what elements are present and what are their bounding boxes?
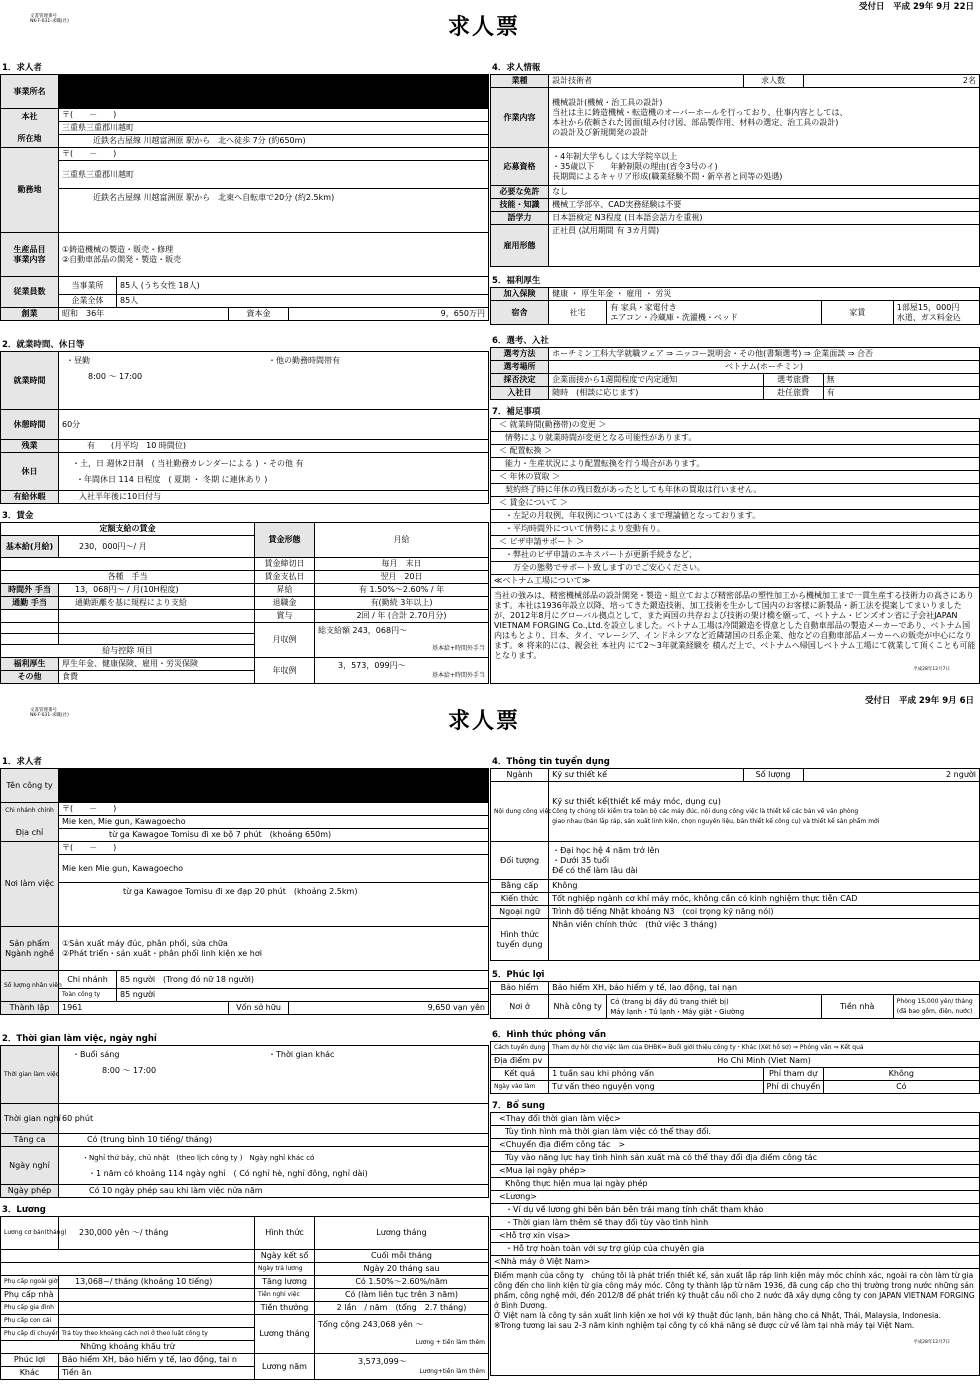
note-2: Tùy vào năng lực hay tình hình sản xuất mà có thể thay đổi địa điểm công tác <box>491 1152 980 1165</box>
hours-day: ・Buổi sáng <box>72 1050 120 1059</box>
hours-table <box>0 351 489 504</box>
company-name-label: 事業所名 <box>1 75 59 109</box>
section-notes-title: 7．Bổ sung <box>492 1101 545 1111</box>
welfare-table <box>490 981 980 1019</box>
selection-travel: 無 <box>823 374 979 387</box>
skill: Tốt nghiệp ngành cơ khí máy móc, không cần có kinh nghiệm thực tiễn CAD <box>549 893 980 906</box>
holidays-1: ・土，日 週休2日制 ( 当社勤務カレンダーによる ) ・その他 有 <box>72 458 304 468</box>
welfare-label: 福利厚生 <box>1 658 59 671</box>
work-address: 三重県三重郡川越町 <box>59 161 489 189</box>
raise: 有 1.50%～2.60% / 年 <box>315 584 489 597</box>
hq-label: 本社 所在地 <box>1 109 59 148</box>
annual-example-cell <box>315 1354 489 1380</box>
relocation-travel: 有 <box>823 387 979 400</box>
monthly-example-label: 月収例 <box>255 623 315 658</box>
family-allowance-label: Phụ cấp gia đình <box>1 1302 59 1315</box>
employer-table <box>0 74 489 321</box>
base-salary-label: 基本給(月給) <box>1 536 59 558</box>
job-count-label: Số lượng <box>743 769 803 782</box>
section-welfare-title: 5．福利厚生 <box>492 276 541 286</box>
section-selection-title: 6．選考、入社 <box>492 336 549 346</box>
task-2: Công ty chúng tôi kiểm tra toàn bộ các máy đúc, nội dung công việc là thiết kế các bản vẽ văn phòng <box>552 807 859 815</box>
housing-allowance-label: Phụ cấp nhà <box>1 1289 59 1302</box>
founded: 昭和 36年 <box>59 308 229 321</box>
note-2-heading: <Chuyển địa điểm công tác > <box>491 1139 980 1152</box>
annual-example: 3,573,099～ <box>358 1356 407 1366</box>
note-5b: 万全の態勢でサポート致しますのでご安心ください。 <box>491 562 980 575</box>
section-welfare-title: 5．Phúc lợi <box>492 970 545 980</box>
document-number: 文書管理番号 NK-F-031-求職(社) <box>30 708 69 718</box>
license-label: Bằng cấp <box>491 880 549 893</box>
skill-label: Kiến thức <box>491 893 549 906</box>
overtime-label: 残業 <box>1 440 59 453</box>
insurance: 健康 ・ 厚生年金 ・ 雇用 ・ 労災 <box>549 288 980 301</box>
decision-label: Kết quả <box>491 1068 549 1081</box>
work-access: 近鉄名古屋線 川越富洲原 駅から 北東へ自転車で20分 (約2.5km) <box>59 189 489 233</box>
dorm-desc: 有 家具・家電付き エアコン・冷蔵庫・洗濯機・ベッド <box>607 301 821 325</box>
note-6: 当社の強みは、精密機械部品の設計開発・製造・組立ておよび精密部品の塑性加工から機械加工まで一貫生産する技術力の高さにあります。本社は1936年設立以降、培ってきた鍛造技術、加工技術を生かして国内のお客様に新製品・新工法を提案してまいりましたが、2012年8月にグローバル拠点として、また両国の共存および技術の架け橋を願って、ベトナム・ビンズオン省に子会社JAPAN VIETNAM FORGING Co.,Ltd.を設立しました。ベトナム工場は冷間鍛造を得意とした自動車部品の製造メーカーであり、ベトナム国内はもとより、日本、タイ、マレーシア、インドネシアなど近隣諸国の日系企業、他などの自動車部品メーカーへの販売が中心になります。※ 将来的には、親会社 本社内 にて2～3年就業経験を 積んだ上で、ベトナムへ帰国しベトナム工場にて就業して頂くことも可能となります。 <box>491 588 980 684</box>
right-column <box>490 62 980 684</box>
employer-table <box>0 768 489 1015</box>
paid-leave: 入社半年後に10日付与 <box>59 491 489 504</box>
task-1: Kỹ sư thiết kế(thiết kế máy móc, dụng cụ) <box>552 796 721 806</box>
annual-example: 3，573，099円～ <box>338 660 406 670</box>
base-salary-label: Lương cơ bản(tháng) <box>1 1217 59 1250</box>
selection-travel-label: 選考旅費 <box>763 374 823 387</box>
footer-date: 平成28年12月7日 <box>913 667 950 672</box>
insurance: Bảo hiểm XH, bảo hiểm y tế, lao động, tai nạn <box>549 982 980 995</box>
monthly-example-label: Lương tháng <box>255 1315 315 1354</box>
hours-time: 8:00 ～ 17:00 <box>102 1066 157 1075</box>
pay-type-label: Hình thức <box>255 1217 315 1250</box>
hours-cell <box>59 352 489 410</box>
other: Tiền ăn <box>59 1367 255 1380</box>
language-label: 語学力 <box>491 212 549 225</box>
rent: 1部屋15，000円 水道、ガス料金込 <box>893 301 979 325</box>
employment-type: Nhân viên chính thức (thử việc 3 tháng) <box>549 919 980 961</box>
welfare: Bảo hiểm XH, bảo hiểm y tế, lao động, tai n <box>59 1354 255 1367</box>
employees-site: 85人 (うち女性 18人) <box>117 277 489 295</box>
holidays-2: ・1 năm có khoảng 114 ngày nghỉ ( Có nghỉ hè, nghỉ đông, nghỉ dài) <box>88 1168 368 1178</box>
job-type: 設計技術者 <box>549 75 743 88</box>
employees-label: 従業員数 <box>1 277 59 308</box>
pay-type: Lương tháng <box>315 1217 489 1250</box>
overtime-label: Tăng ca <box>1 1134 59 1147</box>
section-hours-title: 2．就業時間、休日等 <box>2 340 85 350</box>
qualification-label: 応募資格 <box>491 148 549 186</box>
cutoff: Cuối mỗi tháng <box>315 1250 489 1263</box>
note-4b: ・Thời gian làm thêm sẽ thay đổi tùy vào tình hình <box>491 1217 980 1230</box>
hq-zip: 〒( － ) <box>59 109 489 122</box>
holidays-cell <box>59 453 489 491</box>
products-text: ①Sản xuất máy đúc, phân phối, sửa chữa ②Phát triển・sản xuất・phân phối linh kiện xe hơi <box>59 927 489 971</box>
rent-label: 家賃 <box>821 301 893 325</box>
note-6-heading: <Nhà máy ở Việt Nam> <box>491 1256 980 1269</box>
products-label: Sản phẩm Ngành nghề <box>1 927 59 971</box>
notes-table <box>490 1112 980 1376</box>
section-selection-title: 6．Hình thức phỏng vấn <box>492 1030 607 1040</box>
overtime-allowance-label: Phụ cấp ngoài giờ <box>1 1276 59 1289</box>
work-location-label: Nơi làm việc <box>1 842 59 927</box>
skill: 機械工学部卒、CAD実務経験は不要 <box>549 199 980 212</box>
job-type: Kỹ sư thiết kế <box>549 769 743 782</box>
place: ベトナム(ホーチミン) <box>549 361 980 374</box>
welfare-label: Phúc lợi <box>1 1354 59 1367</box>
work-location-label: 勤務地 <box>1 148 59 233</box>
capital: 9,650 vạn yên <box>289 1002 489 1015</box>
retirement: Có (làm liên tục trên 3 năm) <box>315 1289 489 1302</box>
task: 機械設計(機械・治工具の設計) 当社は主に鋳造機械・転造機のオーバーホールを行っており、仕事内容としては、 本社から依頼された図面(組み付け図、部品製作用、材料の選定、治工具の設計) の設計及び新規開発の設計 <box>549 88 980 148</box>
join-date: Tư vấn theo nguyện vọng <box>549 1081 763 1094</box>
job-count: 2名 <box>803 75 979 88</box>
license: Không <box>549 880 980 893</box>
holidays-1: ・Nghỉ thứ bảy, chủ nhật (theo lịch công ty ) Ngày nghỉ khác có <box>82 1153 315 1162</box>
employment-type-label: 雇用形態 <box>491 225 549 267</box>
selection-table <box>490 347 980 400</box>
skill-label: 技能・知識 <box>491 199 549 212</box>
language-label: Ngoại ngữ <box>491 906 549 919</box>
job-type-label: Ngành <box>491 769 549 782</box>
hq-access: từ ga Kawagoe Tomisu đi xe bộ 7 phút (khoảng 650m) <box>59 829 489 842</box>
dorm-desc: Có (trang bị đầy đủ trang thiết bị) Máy lạnh・Tủ lạnh・Máy giặt・Giường <box>607 995 821 1019</box>
hq-access: 近鉄名古屋線 川越富洲原 駅から 北へ徒歩 7分 (約650m) <box>59 135 489 148</box>
holidays-label: 休日 <box>1 453 59 491</box>
holidays-2: ・年間休日 114 日程度 ( 夏期 ・ 冬期 に連休あり ) <box>76 474 268 484</box>
employees-all-label: Toàn công ty <box>59 989 117 1002</box>
wage-table <box>0 1216 489 1380</box>
retirement: 有(勤続 3年以上) <box>315 597 489 610</box>
dorm-type: 社宅 <box>549 301 607 325</box>
relocation-travel-label: 赴任旅費 <box>763 387 823 400</box>
method-label: Cách tuyển dụng <box>491 1042 549 1055</box>
note-6: Điểm mạnh của công ty chúng tôi là phát triển thiết kế, sản xuất lắp ráp linh kiện máy móc chính xác, ngoài ra còn làm từ gia công đến cho linh kiện từ gia công máy móc. Công ty thành lập từ năm 1936, đã cung cấp cho thị trường trong nước những sản phẩm, công nghệ mới, đến 2012/8 để phát triển kỹ thuật cầu nối cho 2 nước đã xây dựng công ty con JAPAN VIETNAM FORGING ở Bình Dương. Ở Việt nam là công ty sản xuất linh kiện xe hơi với kỹ thuật đúc lạnh, bán hàng cho cả Nhật, Thái, Malaysia, Indonesia. ※Trong tương lai sau 2-3 năm kinh nghiệm tại công ty có khả năng sẽ được cử về làm tại nhà máy tại Việt Nam. <box>491 1269 980 1376</box>
wage-table <box>0 522 489 684</box>
join-date-label: 入社日 <box>491 387 549 400</box>
hours-cell <box>59 1046 489 1104</box>
bonus: 2 lần / năm (tổng 2.7 tháng) <box>315 1302 489 1315</box>
employment-type: 正社員 (試用期間 有 3カ月間) <box>549 225 980 267</box>
deductions-label: 給与控除 項目 <box>1 645 255 658</box>
hours-other: ・他の勤務時間帯有 <box>268 356 340 365</box>
capital: 9，650万円 <box>289 308 489 321</box>
insurance-label: 加入保険 <box>491 288 549 301</box>
place: Ho Chi Minh (Viet Nam) <box>549 1055 980 1068</box>
paid-leave-label: 有給休暇 <box>1 491 59 504</box>
paid-leave: Có 10 ngày phép sau khi làm việc nửa năm <box>59 1185 489 1198</box>
work-zip: 〒( － ) <box>59 148 489 161</box>
language: Trình độ tiếng Nhật khoảng N3 (coi trọng kỹ năng nói) <box>549 906 980 919</box>
other-label: その他 <box>1 671 59 684</box>
hq-zip: 〒( － ) <box>59 803 489 816</box>
break: 60分 <box>59 410 489 440</box>
section-notes-title: 7．補足事項 <box>492 407 541 417</box>
monthly-example-cell <box>315 623 489 658</box>
job-table <box>490 768 980 961</box>
founded: 1961 <box>59 1002 229 1015</box>
note-1-heading: <Thay đổi thời gian làm việc> <box>491 1113 980 1126</box>
note-1: Tùy tình hình mà thời gian làm việc có thể thay đổi. <box>491 1126 980 1139</box>
overtime: 有 (月平均 10 時間位) <box>59 440 489 453</box>
commute-allowance: Trả tùy theo khoảng cách nơi ở theo luật công ty <box>59 1328 255 1341</box>
hours-label: 就業時間 <box>1 352 59 410</box>
payday: Ngày 20 tháng sau <box>315 1263 489 1276</box>
monthly-example-note: Lương + tiền làm thêm <box>415 1339 485 1346</box>
place-label: Địa điểm pv <box>491 1055 549 1068</box>
products-text: ①鋳造機械の製造・販売・修理 ②自動車部品の開発・製造・販売 <box>59 233 489 277</box>
insurance-label: Bảo hiểm <box>491 982 549 995</box>
note-2-heading: ＜ 配置転換 ＞ <box>491 445 980 458</box>
work-access: từ ga Kawagoe Tomisu đi xe đạp 20 phút (khoảng 2.5km) <box>59 883 489 927</box>
decision-label: 採否決定 <box>491 374 549 387</box>
bonus-label: 賞与 <box>255 610 315 623</box>
company-name-redacted <box>59 75 489 109</box>
commute-allowance: 通勤距離を基に規程により支給 <box>59 597 255 610</box>
fixed-wage-label: 定額支給の賃金 <box>1 523 255 536</box>
commute-allowance-label: 通勤 手当 <box>1 597 59 610</box>
payday: 翌月 20日 <box>315 571 489 584</box>
annual-example-note: Lương+tiền làm thêm <box>419 1367 485 1375</box>
holidays-label: Ngày nghỉ <box>1 1147 59 1185</box>
section-employer-title: 1．求人者 <box>2 757 42 767</box>
notes-table <box>490 418 980 684</box>
raise-label: Tăng lương <box>255 1276 315 1289</box>
task-cell <box>549 782 980 842</box>
raise: Có 1.50%～2.60%/năm <box>315 1276 489 1289</box>
hours-day: ・昼勤 <box>66 356 90 365</box>
capital-label: 資本金 <box>229 308 289 321</box>
monthly-example-note: 基本給+時間外手当 <box>431 645 485 652</box>
relocation-travel-label: Phí di chuyển <box>763 1081 823 1094</box>
cutoff: 毎月 末日 <box>315 558 489 571</box>
overtime: Có (trung bình 10 tiếng/ tháng) <box>59 1134 489 1147</box>
annual-example-note: 基本給+時間外手当 <box>431 671 485 679</box>
method: Tham dự hội chợ việc làm của ĐHBK⇒ Buổi giới thiệu công ty・Khác (Xét hồ sơ) ⇒ Phỏng vấn ⇒ Kết quả <box>549 1042 980 1055</box>
license-label: 必要な免許 <box>491 186 549 199</box>
other-label: Khác <box>1 1367 59 1380</box>
employment-type-label: Hình thức tuyển dụng <box>491 919 549 961</box>
section-hours-title: 2．Thời gian làm việc, ngày nghỉ <box>2 1034 157 1044</box>
note-5a: ・弊社のビザ申請のエキスパートが更新手続きなど、 <box>491 549 980 562</box>
employees-site-label: Chi nhánh <box>59 971 117 989</box>
annual-example-cell <box>315 658 489 684</box>
job-count-label: 求人数 <box>743 75 803 88</box>
license: なし <box>549 186 980 199</box>
section-job-title: 4．Thông tin tuyển dụng <box>492 757 610 767</box>
base-salary: 230，000円～/ 月 <box>59 536 255 558</box>
monthly-example-cell <box>315 1315 489 1354</box>
selection-table <box>490 1041 980 1094</box>
note-5-heading: ＜ ビザ申請サポート ＞ <box>491 536 980 549</box>
welfare-table <box>490 287 980 325</box>
note-4a: ・Ví dụ về lương ghi bên bản bên trái mang tính chất tham khảo <box>491 1204 980 1217</box>
dorm-label: 宿舎 <box>491 301 549 325</box>
break-label: Thời gian nghỉ <box>1 1104 59 1134</box>
note-6-heading: ≪ベトナム工場について≫ <box>491 575 980 588</box>
method: ホーチミン工科大学就職フェア ⇒ ニッコー説明会・その他(書類選考) ⇒ 企業面談 ⇒ 合否 <box>549 348 980 361</box>
payday-label: 賃金支払日 <box>255 571 315 584</box>
qualification-label: Đối tượng <box>491 842 549 880</box>
capital-label: Vốn sở hữu <box>229 1002 289 1015</box>
rent-label: Tiền nhà <box>821 995 893 1019</box>
employees-all: 85 người <box>117 989 489 1002</box>
holidays-cell <box>59 1147 489 1185</box>
retirement-label: Tiền nghỉ việc <box>255 1289 315 1302</box>
monthly-example: Tổng cộng 243,068 yên ～ <box>318 1320 424 1329</box>
employees-all-label: 企業全体 <box>59 295 117 308</box>
section-employer-title: 1．求人者 <box>2 63 42 73</box>
hours-label: Thời gian làm việc <box>1 1046 59 1104</box>
paid-leave-label: Ngày phép <box>1 1185 59 1198</box>
welfare: 厚生年金、健康保険、雇用・労災保険 <box>59 658 255 671</box>
raise-label: 昇給 <box>255 584 315 597</box>
commute-allowance-label: Phụ cấp đi chuyển <box>1 1328 59 1341</box>
place-label: 選考場所 <box>491 361 549 374</box>
note-3-heading: <Mua lại ngày phép> <box>491 1165 980 1178</box>
employees-site: 85 người (Trong đó nữ 18 người) <box>117 971 489 989</box>
break-label: 休憩時間 <box>1 410 59 440</box>
join-date: 随時 (相談に応じます) <box>549 387 763 400</box>
allowances-label: 各種 手当 <box>1 571 255 584</box>
note-3-heading: ＜ 年休の買取 ＞ <box>491 471 980 484</box>
note-2: 能力・生産状況により配置転換を行う場合があります。 <box>491 458 980 471</box>
hours-time: 8:00 ～ 17:00 <box>88 372 143 381</box>
task-label: 作業内容 <box>491 88 549 148</box>
note-3: Không thực hiện mua lại ngày phép <box>491 1178 980 1191</box>
selection-travel-label: Phí tham dự <box>763 1068 823 1081</box>
reception-date: 受付日 平成 29年 9月 22日 <box>859 2 974 12</box>
bonus: 2回 / 年 (合計 2.70月分) <box>315 610 489 623</box>
note-4-heading: ＜ 賃金について ＞ <box>491 497 980 510</box>
hours-other: ・Thời gian khác <box>268 1050 335 1059</box>
cutoff-label: 賃金締切日 <box>255 558 315 571</box>
note-1: 情勢により就業時間が変更となる可能性があります。 <box>491 432 980 445</box>
job-count: 2 người <box>803 769 979 782</box>
founded-label: Thành lập <box>1 1002 59 1015</box>
rent: Phòng 15,000 yên/ tháng (đã bao gồm, điện, nước) <box>893 995 979 1019</box>
section-wage-title: 3．賃金 <box>2 511 34 521</box>
job-table <box>490 74 980 267</box>
overtime-allowance: 13，068円～ / 月(10H程度) <box>59 584 255 597</box>
payday-label: Ngày trả lương <box>255 1263 315 1276</box>
base-salary: 230,000 yên ～/ tháng <box>59 1217 255 1250</box>
decision: 1 tuần sau khi phỏng vấn <box>549 1068 763 1081</box>
job-type-label: 業種 <box>491 75 549 88</box>
products-label: 生産品目 事業内容 <box>1 233 59 277</box>
retirement-label: 退職金 <box>255 597 315 610</box>
selection-travel: Không <box>823 1068 979 1081</box>
hours-table <box>0 1045 489 1198</box>
founded-label: 創業 <box>1 308 59 321</box>
page-title: 求人票 <box>448 14 521 40</box>
task-label: Nội dung công việc <box>491 782 549 842</box>
bonus-label: Tiền thưởng <box>255 1302 315 1315</box>
document-number: 文書管理番号 NK-F-031-求職(社) <box>30 14 69 24</box>
qualification: ・4年制大学もしくは大学院卒以上 ・35歳以下 年齢制限の理由(省令3号のイ) 長期間によるキャリア形成(職業経験不問・新卒者と同等の処遇) <box>549 148 980 186</box>
overtime-allowance: 13,068~/ tháng (khoảng 10 tiếng) <box>59 1276 255 1289</box>
join-date-label: Ngày vào làm <box>491 1081 549 1094</box>
cutoff-label: Ngày kết sổ <box>255 1250 315 1263</box>
note-4b: ・平均時間外について情勢により変動有り。 <box>491 523 980 536</box>
right-column <box>490 756 980 1376</box>
other: 食費 <box>59 671 255 684</box>
hq-address: Mie ken, Mie gun, Kawagoecho <box>59 816 489 829</box>
dorm-type: Nhà công ty <box>549 995 607 1019</box>
child-allowance-label: Phụ cấp con cái <box>1 1315 59 1328</box>
note-4-heading: <Lương> <box>491 1191 980 1204</box>
language: 日本語検定 N3程度 (日本語会話力を重視) <box>549 212 980 225</box>
qualification: ・Đại học hệ 4 năm trở lên ・Dưới 35 tuổi Để có thể làm lâu dài <box>549 842 980 880</box>
left-column <box>0 756 488 1380</box>
note-4a: ・左記の月収例、年収例についてはあくまで理論値となっております。 <box>491 510 980 523</box>
deductions-label: Những khoảng khấu trừ <box>1 1341 255 1354</box>
employees-site-label: 当事業所 <box>59 277 117 295</box>
note-5-heading: <Hỗ trợ xin visa> <box>491 1230 980 1243</box>
task-3: giao nhau (bản lắp ráp, sản xuất linh kiện, chọn nguyên liệu, bản thiết kế công cụ) và thiết kế sản phẩm mới <box>552 817 880 825</box>
relocation-travel: Có <box>823 1081 979 1094</box>
decision: 企業面接から1週間程度で内定通知 <box>549 374 763 387</box>
footer-date: 平成28年12月7日 <box>913 1340 950 1345</box>
work-address: Mie ken Mie gun, Kawagoecho <box>59 855 489 883</box>
note-3: 契約終了時に年休の残日数があったとしても年休の買取は行いません。 <box>491 484 980 497</box>
pay-type: 月給 <box>315 523 489 558</box>
hq-address: 三重県三重郡川越町 <box>59 122 489 135</box>
note-1-heading: ＜ 就業時間(勤務帯)の変更 ＞ <box>491 419 980 432</box>
hq-label: Chi nhánh chính Địa chỉ <box>1 803 59 842</box>
annual-example-label: 年収例 <box>255 658 315 684</box>
dorm-label: Nơi ở <box>491 995 549 1019</box>
employees-label: Số lượng nhân viên <box>1 971 59 1002</box>
work-zip: 〒( － ) <box>59 842 489 855</box>
section-job-title: 4．求人情報 <box>492 63 541 73</box>
annual-example-label: Lương năm <box>255 1354 315 1380</box>
page-title: 求人票 <box>448 708 521 734</box>
job-sheet-vietnamese <box>0 694 980 1388</box>
reception-date: 受付日 平成 29年 9月 6日 <box>864 696 974 706</box>
left-column <box>0 62 488 684</box>
pay-type-label: 賃金形態 <box>255 523 315 558</box>
section-wage-title: 3．Lương <box>2 1205 46 1215</box>
employees-all: 85人 <box>117 295 489 308</box>
company-name-redacted <box>59 769 489 803</box>
break: 60 phút <box>59 1104 489 1134</box>
overtime-allowance-label: 時間外 手当 <box>1 584 59 597</box>
method-label: 選考方法 <box>491 348 549 361</box>
note-5a: ・Hỗ trợ hoàn toàn với sự trợ giúp của chuyên gia <box>491 1243 980 1256</box>
monthly-example: 総支給額 243，068円～ <box>318 626 408 635</box>
company-name-label: Tên công ty <box>1 769 59 803</box>
